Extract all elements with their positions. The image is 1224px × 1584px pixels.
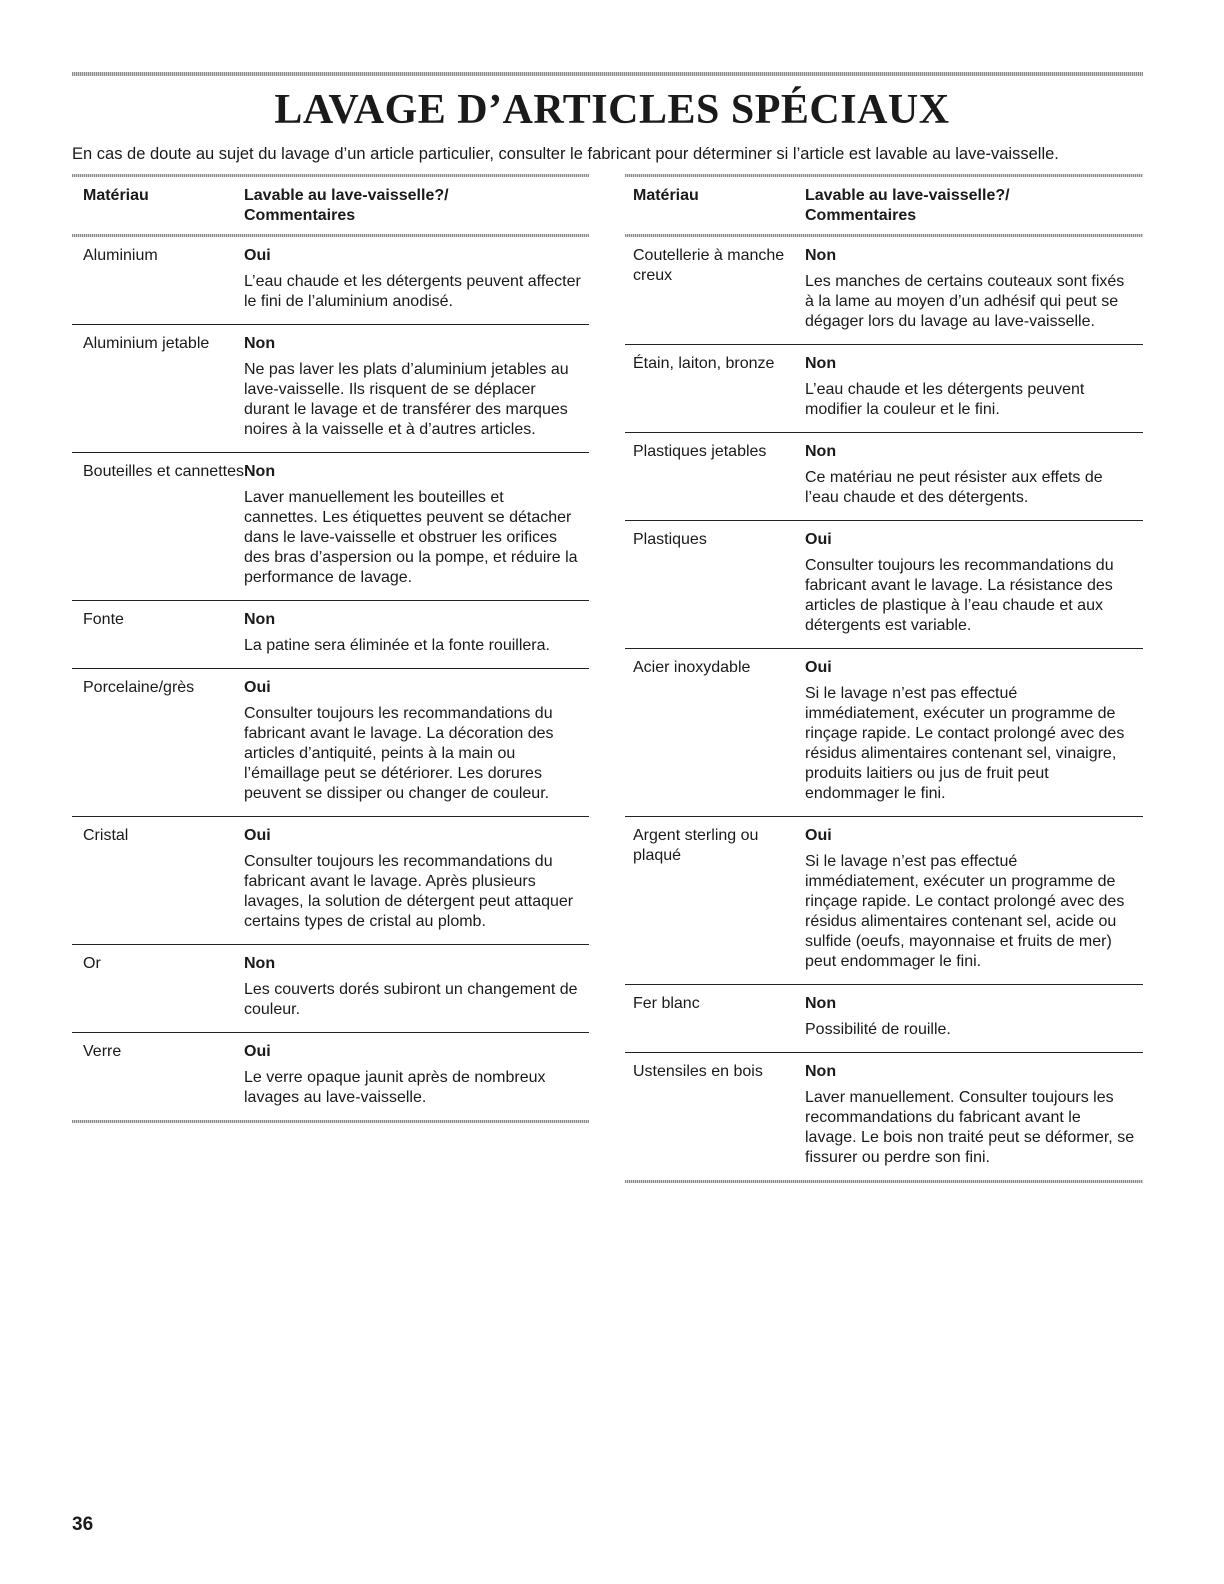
washable-cell xyxy=(805,246,1143,332)
table-row xyxy=(625,432,1143,520)
washable-cell xyxy=(244,1042,589,1108)
comment-text: L’eau chaude et les détergents peuvent affecter le fini de l’aluminium anodisé. xyxy=(244,273,581,310)
comment-text: La patine sera éliminée et la fonte rouillera. xyxy=(244,637,550,654)
comment-text: Possibilité de rouille. xyxy=(805,1021,951,1038)
washable-cell xyxy=(244,246,589,312)
header-material: Matériau xyxy=(633,187,699,204)
material-cell: Ustensiles en bois xyxy=(633,1063,763,1080)
verdict-text: Oui xyxy=(244,247,271,264)
comment-text: Si le lavage n’est pas effectué immédiatement, exécuter un programme de rinçage rapide. Le contact prolongé avec des résidus alimentaires contenant sel, vinaigre, produits laitiers ou jus de fruit peut endommager le fini. xyxy=(805,685,1125,802)
washable-cell xyxy=(805,658,1143,804)
material-cell: Verre xyxy=(83,1043,122,1060)
page-number: 36 xyxy=(72,1514,94,1535)
table-bottom-rule xyxy=(625,1180,1143,1183)
left-table xyxy=(72,174,589,1123)
verdict-text: Oui xyxy=(244,1043,271,1060)
header-washable-line2: Commentaires xyxy=(805,207,917,224)
material-cell: Coutellerie à manche creux xyxy=(633,247,785,284)
material-cell: Bouteilles et cannettes xyxy=(83,463,244,480)
table-row xyxy=(625,520,1143,648)
comment-text: Consulter toujours les recommandations du fabricant avant le lavage. La résistance des articles de plastique à l’eau chaude et aux détergents est variable. xyxy=(805,557,1114,634)
material-cell: Fer blanc xyxy=(633,995,700,1012)
table-row xyxy=(72,600,589,668)
washable-cell xyxy=(805,1062,1143,1168)
material-cell: Plastiques jetables xyxy=(633,443,767,460)
material-cell: Aluminium jetable xyxy=(83,335,210,352)
comment-text: Laver manuellement. Consulter toujours les recommandations du fabricant avant le lavage. Le bois non traité peut se déformer, se fissurer ou perdre son fini. xyxy=(805,1089,1135,1166)
table-row xyxy=(72,944,589,1032)
verdict-text: Oui xyxy=(805,827,832,844)
washable-cell xyxy=(805,354,1143,420)
verdict-text: Non xyxy=(805,247,837,264)
header-washable-line1: Lavable au lave-vaisselle?/ xyxy=(244,187,449,204)
washable-cell xyxy=(244,954,589,1020)
header-washable xyxy=(244,186,589,226)
table-row xyxy=(72,452,589,600)
comment-text: Ce matériau ne peut résister aux effets de l’eau chaude et des détergents. xyxy=(805,469,1103,506)
page-title: LAVAGE D’ARTICLES SPÉCIAUX xyxy=(274,87,950,133)
comment-text: Les manches de certains couteaux sont fixés à la lame au moyen d’un adhésif qui peut se dégager lors du lavage au lave-vaisselle. xyxy=(805,273,1125,330)
table-header xyxy=(625,177,1143,234)
material-cell: Porcelaine/grès xyxy=(83,679,195,696)
verdict-text: Non xyxy=(805,1063,837,1080)
washable-cell xyxy=(805,994,1143,1040)
washable-cell xyxy=(244,462,589,588)
table-row xyxy=(625,344,1143,432)
washable-cell xyxy=(805,442,1143,508)
comment-text: Si le lavage n’est pas effectué immédiatement, exécuter un programme de rinçage rapide. Le contact prolongé avec des résidus alimentaires contenant sel, acide ou sulfide (oeufs, mayonnaise et fruits de mer) peut endommager le fini. xyxy=(805,853,1125,970)
comment-text: Ne pas laver les plats d’aluminium jetables au lave-vaisselle. Ils risquent de se déplacer durant le lavage et de transférer des marques noires à la vaisselle et à d’autres articles. xyxy=(244,361,569,438)
header-washable xyxy=(805,186,1143,226)
header-washable-line2: Commentaires xyxy=(244,207,356,224)
verdict-text: Oui xyxy=(805,659,832,676)
material-cell: Argent sterling ou plaqué xyxy=(633,827,759,864)
table-row xyxy=(625,984,1143,1052)
washable-cell xyxy=(805,530,1143,636)
material-cell: Fonte xyxy=(83,611,124,628)
washable-cell xyxy=(805,826,1143,972)
material-cell: Or xyxy=(83,955,101,972)
intro-text: En cas de doute au sujet du lavage d’un article particulier, consulter le fabricant pour déterminer si l’article est lavable au lave-vaisselle. xyxy=(72,145,1059,163)
table-row xyxy=(72,1032,589,1120)
verdict-text: Non xyxy=(244,955,276,972)
washable-cell xyxy=(244,826,589,932)
verdict-text: Non xyxy=(805,995,837,1012)
table-row xyxy=(72,324,589,452)
material-cell: Étain, laiton, bronze xyxy=(633,355,775,372)
table-row xyxy=(625,648,1143,816)
material-cell: Cristal xyxy=(83,827,129,844)
table-row xyxy=(625,816,1143,984)
verdict-text: Non xyxy=(805,443,837,460)
washable-cell xyxy=(244,610,589,656)
comment-text: Laver manuellement les bouteilles et cannettes. Les étiquettes peuvent se détacher dans le lave-vaisselle et obstruer les orifices des bras d’aspersion ou la pompe, et réduire la performance de lavage. xyxy=(244,489,578,586)
verdict-text: Non xyxy=(244,611,276,628)
right-table xyxy=(625,174,1143,1183)
table-row xyxy=(72,237,589,324)
comment-text: Consulter toujours les recommandations du fabricant avant le lavage. La décoration des articles d’antiquité, peints à la main ou l’émaillage peut se détériorer. Les dorures peuvent se dissiper ou changer de couleur. xyxy=(244,705,554,802)
table-row xyxy=(72,668,589,816)
left-table-body xyxy=(72,237,589,1120)
header-washable-line1: Lavable au lave-vaisselle?/ xyxy=(805,187,1010,204)
comment-text: Le verre opaque jaunit après de nombreux lavages au lave-vaisselle. xyxy=(244,1069,546,1106)
verdict-text: Non xyxy=(805,355,837,372)
top-rule xyxy=(72,72,1143,76)
material-cell: Plastiques xyxy=(633,531,707,548)
header-material: Matériau xyxy=(83,187,149,204)
verdict-text: Non xyxy=(244,463,276,480)
table-bottom-rule xyxy=(72,1120,589,1123)
comment-text: L’eau chaude et les détergents peuvent modifier la couleur et le fini. xyxy=(805,381,1085,418)
verdict-text: Oui xyxy=(244,827,271,844)
table-row xyxy=(625,1052,1143,1180)
table-row xyxy=(72,816,589,944)
right-table-body xyxy=(625,237,1143,1180)
comment-text: Consulter toujours les recommandations du fabricant avant le lavage. Après plusieurs lavages, la solution de détergent peut attaquer certains types de cristal au plomb. xyxy=(244,853,574,930)
table-header xyxy=(72,177,589,234)
verdict-text: Non xyxy=(244,335,276,352)
material-cell: Acier inoxydable xyxy=(633,659,751,676)
comment-text: Les couverts dorés subiront un changement de couleur. xyxy=(244,981,578,1018)
table-row xyxy=(625,237,1143,344)
material-cell: Aluminium xyxy=(83,247,158,264)
verdict-text: Oui xyxy=(244,679,271,696)
verdict-text: Oui xyxy=(805,531,832,548)
washable-cell xyxy=(244,678,589,804)
washable-cell xyxy=(244,334,589,440)
